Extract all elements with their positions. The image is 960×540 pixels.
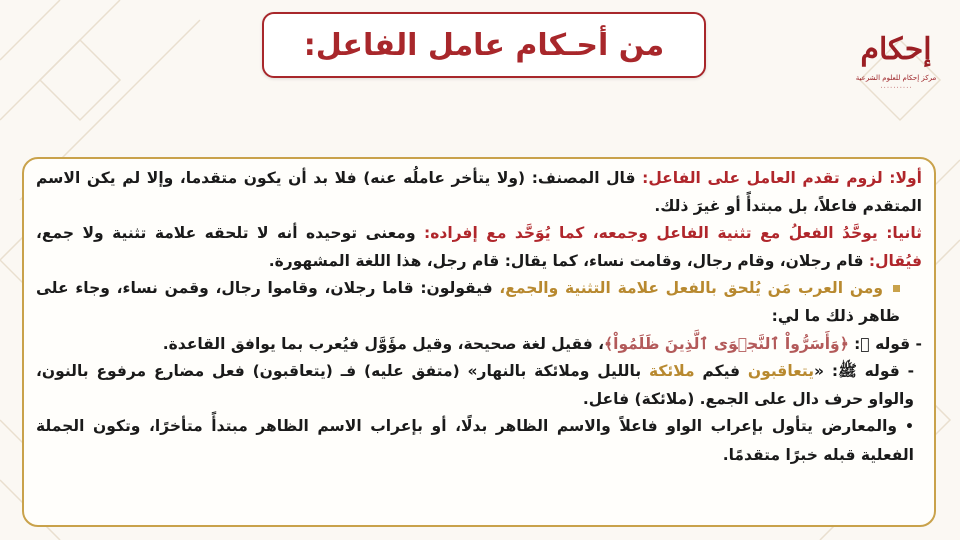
- paragraph-second-rule: [36, 220, 922, 275]
- bullet-dot-icon: •: [905, 419, 914, 436]
- rule-1-text: قال المصنف: (ولا يتأخر عاملُه عنه) فلا بد أن يكون متقدما، وإلا لم يكن الاسم المتقدم فاعلاً، بل مبتدأً أو غيرَ ذلك.: [36, 169, 922, 215]
- quran-verse: ﴿وَأَسَرُّواْ ٱلنَّجۡوَى ٱلَّذِينَ ظَلَمُواْ﴾: [604, 334, 849, 353]
- quran-prefix: - قوله ﷻ:: [848, 334, 922, 353]
- logo-mark: إحكام: [860, 32, 932, 67]
- rule-1-heading: أولا: لزوم تقدم العامل على الفاعل:: [642, 169, 922, 187]
- content-box: [22, 157, 936, 527]
- paragraph-hadith-example: [36, 358, 922, 413]
- logo-tagline: ٠٠٠٠٠٠٠٠٠٠: [879, 84, 913, 91]
- title-box: [262, 12, 706, 78]
- logo: [846, 22, 946, 94]
- content-body: [36, 165, 922, 470]
- rule-2-text-1: ومعنى توحيده أنه لا تلحقه علامة تثنية ولا جمع،: [36, 224, 425, 243]
- hadith-text: بالليل وملائكة بالنهار» (متفق عليه) فـ (يتعاقبون) فعل مضارع مرفوع بالنون، والواو حرف دال على الجمع. (ملائكة) فاعل.: [36, 362, 914, 408]
- slide-title: من أحـكام عامل الفاعل:: [303, 27, 665, 63]
- square-bullet-icon: [893, 285, 900, 292]
- paragraph-first-rule: [36, 165, 922, 220]
- rule-2-text-2: قام رجلان، وقام رجال، وقامت نساء، كما يقال: قام رجل، هذا اللغة المشهورة.: [268, 251, 869, 270]
- logo-subtitle: مركز إحكام للعلوم الشرعية: [855, 74, 937, 82]
- dialect-text: فيقولون: قاما رجلان، وقاموا رجال، وقمن نساء، وجاء على ظاهر ذلك ما لي:: [36, 279, 900, 325]
- paragraph-arab-dialect: [36, 275, 922, 330]
- rule-2-heading: ثانيا: يوحَّدُ الفعلُ مع تثنية الفاعل وجمعه، كما يُوَحَّد مع إفراده:: [424, 224, 922, 243]
- rule-2-fyuqal: فيُقال:: [868, 251, 922, 270]
- paragraph-quran-example: [36, 331, 922, 359]
- hadith-mid: فيكم: [694, 362, 748, 381]
- dialect-lead: ومن العرب مَن يُلحق بالفعل علامة التثنية والجمع،: [499, 279, 883, 298]
- objection-text: والمعارض يتأول بإعراب الواو فاعلاً والاسم الظاهر بدلًا، أو بإعراب الاسم الظاهر مبتدأً متأخرًا، وتكون الجملة الفعلية قبله خبرًا متقدمًا.: [36, 417, 914, 464]
- hadith-prefix: - قوله ﷺ: «: [814, 362, 914, 381]
- quran-text: ، فقيل لغة صحيحة، وقيل مؤَوَّل فيُعرب بما يوافق القاعدة.: [162, 334, 605, 353]
- hadith-highlight-1: يتعاقبون: [747, 362, 815, 381]
- paragraph-objection: [36, 413, 922, 469]
- hadith-highlight-2: ملائكة: [648, 362, 695, 381]
